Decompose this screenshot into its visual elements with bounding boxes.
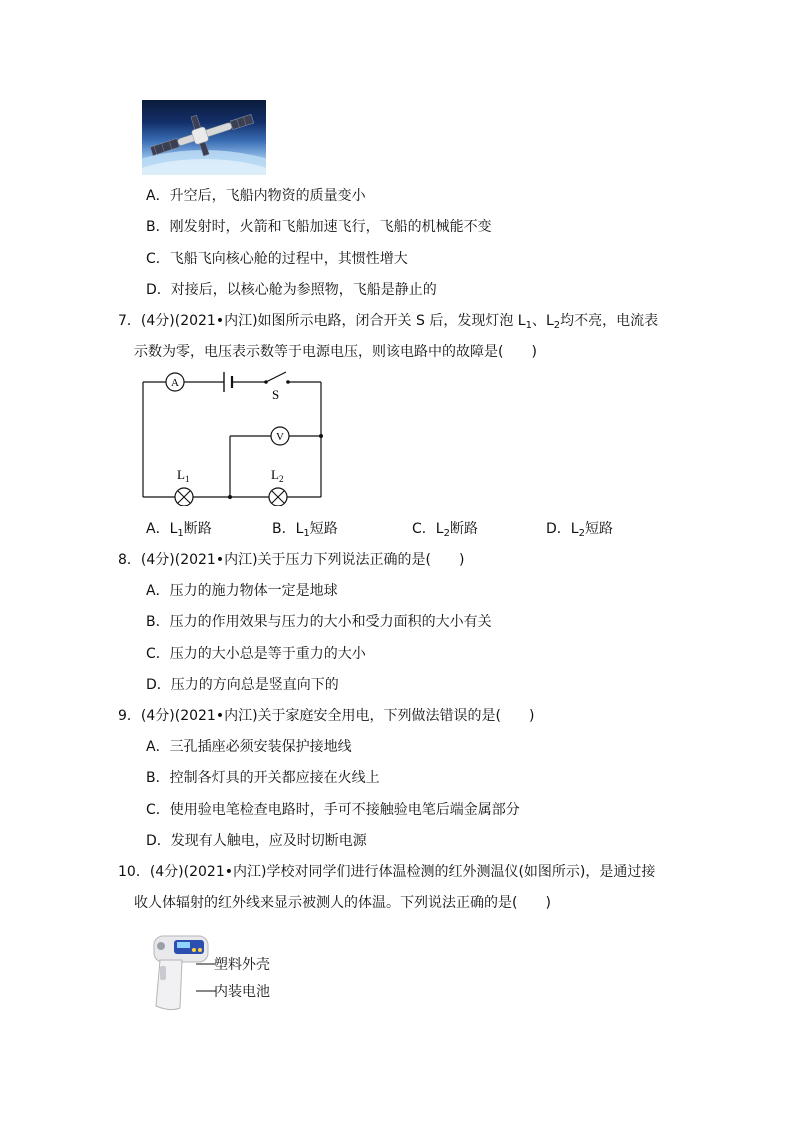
label-plastic-shell: 塑料外壳	[214, 957, 270, 973]
q8-option-b: B．压力的作用效果与压力的大小和受力面积的大小有关	[146, 614, 492, 630]
q7-choice-d: D．$L_2$短路	[546, 521, 613, 539]
lamp-l2-icon	[269, 488, 287, 506]
voltmeter-icon	[271, 427, 289, 445]
q7-stem-line2: 示数为零，电压表示数等于电源电压，则该电路中的故障是( )	[134, 344, 537, 360]
switch-label: S	[272, 387, 280, 402]
spacecraft-docking-photo	[142, 100, 266, 175]
lamp-l1-icon	[175, 488, 193, 506]
q7-stem-line1: 7．(4分)(2021•内江)如图所示电路，闭合开关 S 后，发现灯泡 $L_1$、$L_2$均不亮，电流表	[118, 313, 659, 331]
q9-option-a: A．三孔插座必须安装保护接地线	[146, 739, 352, 755]
q7-choice-a: A．$L_1$断路	[146, 521, 212, 539]
q9-option-d: D．发现有人触电，应及时切断电源	[146, 833, 367, 849]
ammeter-icon	[166, 373, 184, 391]
q7-choice-c: C．$L_2$断路	[412, 521, 478, 539]
lamp-l1-label: $L_1$	[177, 467, 190, 484]
svg-text:V: V	[276, 431, 284, 443]
q7-choice-b: B．$L_1$短路	[272, 521, 338, 539]
q8-option-c: C．压力的大小总是等于重力的大小	[146, 646, 366, 662]
q10-stem-line2: 收人体辐射的红外线来显示被测人的体温。下列说法正确的是( )	[134, 895, 551, 911]
svg-text:A: A	[171, 377, 179, 389]
q9-stem: 9．(4分)(2021•内江)关于家庭安全用电，下列做法错误的是( )	[118, 708, 535, 724]
space-station-icon	[142, 100, 266, 175]
circuit-diagram	[136, 366, 336, 506]
q8-option-d: D．压力的方向总是竖直向下的	[146, 677, 339, 693]
q8-stem: 8．(4分)(2021•内江)关于压力下列说法正确的是( )	[118, 552, 465, 568]
q6-option-c: C．飞船飞向核心舱的过程中，其惯性增大	[146, 251, 408, 267]
label-battery: 内装电池	[214, 984, 270, 1000]
q6-option-a: A．升空后，飞船内物资的质量变小	[146, 188, 366, 204]
q6-option-b: B．刚发射时，火箭和飞船加速飞行，飞船的机械能不变	[146, 219, 492, 235]
q9-option-c: C．使用验电笔检查电路时，手可不接触验电笔后端金属部分	[146, 802, 520, 818]
q9-option-b: B．控制各灯具的开关都应接在火线上	[146, 770, 380, 786]
q6-option-d: D．对接后，以核心舱为参照物，飞船是静止的	[146, 282, 437, 298]
q10-stem-line1: 10．(4分)(2021•内江)学校对同学们进行体温检测的红外测温仪(如图所示)，是通过接	[118, 864, 656, 880]
lamp-l2-label: $L_2$	[271, 467, 284, 484]
q8-option-a: A．压力的施力物体一定是地球	[146, 583, 338, 599]
